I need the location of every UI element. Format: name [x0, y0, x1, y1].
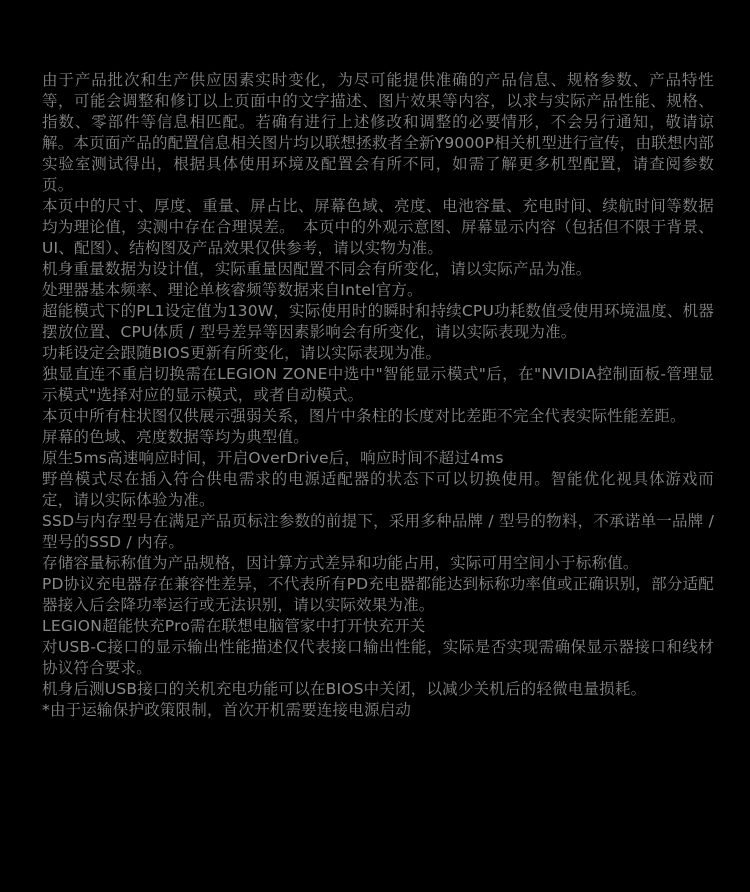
disclaimer-paragraph-product-info: 由于产品批次和生产供应因素实时变化，为尽可能提供准确的产品信息、规格参数、产品特性等，可能会调整和修订以上页面中的文字描述、图片效果等内容，以求与实际产品性能、规格、指数、零部件等信息相匹配。若确有进行上述修改和调整的必要情形，不会另行通知，敬请谅解。本页面产品的配置信息相关图片均以联想拯救者全新Y9000P相关机型进行宣传，由联想内部实验室测试得出，根据具体使用环境及配置会有所不同，如需了解更多机型配置，请查阅参数页。 [42, 71, 714, 194]
disclaimer-paragraph-storage: 存储容量标称值为产品规格，因计算方式差异和功能占用，实际可用空间小于标称值。 [42, 554, 639, 572]
disclaimer-paragraph-dimensions: 本页中的尺寸、厚度、重量、屏占比、屏幕色域、亮度、电池容量、充电时间、续航时间等数据均为理论值，实测中存在合理误差。 本页中的外观示意图、屏幕显示内容（包括但不限于背景、UI、配图）、结构图及产品效果仅供参考，请以实物为准。 [42, 197, 714, 257]
disclaimer-paragraph-pd-charger: PD协议充电器存在兼容性差异，不代表所有PD充电器都能达到标称功率值或正确识别，部分适配器接入后会降功率运行或无法识别，请以实际效果为准。 [42, 575, 714, 614]
disclaimer-paragraph-gpu-switch: 独显直连不重启切换需在LEGION ZONE中选中"智能显示模式"后，在"NVIDIA控制面板-管理显示模式"选择对应的显示模式，或者自动模式。 [42, 365, 714, 404]
disclaimer-paragraph-response-time: 原生5ms高速响应时间，开启OverDrive后，响应时间不超过4ms [42, 449, 504, 467]
disclaimer-paragraph-ssd-memory: SSD与内存型号在满足产品页标注参数的前提下，采用多种品牌 / 型号的物料，不承诺单一品牌 / 型号的SSD / 内存。 [42, 512, 714, 551]
disclaimer-paragraph-first-boot: *由于运输保护政策限制，首次开机需要连接电源启动 [42, 701, 412, 719]
disclaimer-paragraph-bar-charts: 本页中所有柱状图仅供展示强弱关系，图片中条柱的长度对比差距不完全代表实际性能差距。 [42, 407, 686, 425]
disclaimer-paragraph-screen-values: 屏幕的色域、亮度数据等均为典型值。 [42, 428, 309, 446]
disclaimer-paragraph-cpu-frequency: 处理器基本频率、理论单核睿频等数据来自Intel官方。 [42, 281, 423, 299]
disclaimer-paragraph-bios-power: 功耗设定会跟随BIOS更新有所变化，请以实际表现为准。 [42, 344, 442, 362]
disclaimer-paragraph-beast-mode: 野兽模式尽在插入符合供电需求的电源适配器的状态下可以切换使用。智能优化视具体游戏而定，请以实际体验为准。 [42, 470, 714, 509]
disclaimer-paragraph-usb-c-display: 对USB-C接口的显示输出性能描述仅代表接口输出性能，实际是否实现需确保显示器接口和线材协议符合要求。 [42, 638, 714, 677]
disclaimer-list [42, 70, 714, 721]
disclaimer-paragraph-weight: 机身重量数据为设计值，实际重量因配置不同会有所变化，请以实际产品为准。 [42, 260, 592, 278]
disclaimer-paragraph-fast-charge: LEGION超能快充Pro需在联想电脑管家中打开快充开关 [42, 617, 426, 635]
disclaimer-paragraph-pl1: 超能模式下的PL1设定值为130W，实际使用时的瞬时和持续CPU功耗数值受使用环境温度、机器摆放位置、CPU体质 / 型号差异等因素影响会有所变化，请以实际表现为准。 [42, 302, 714, 341]
disclaimer-paragraph-usb-charging: 机身后测USB接口的关机充电功能可以在BIOS中关闭，以减少关机后的轻微电量损耗。 [42, 680, 647, 698]
